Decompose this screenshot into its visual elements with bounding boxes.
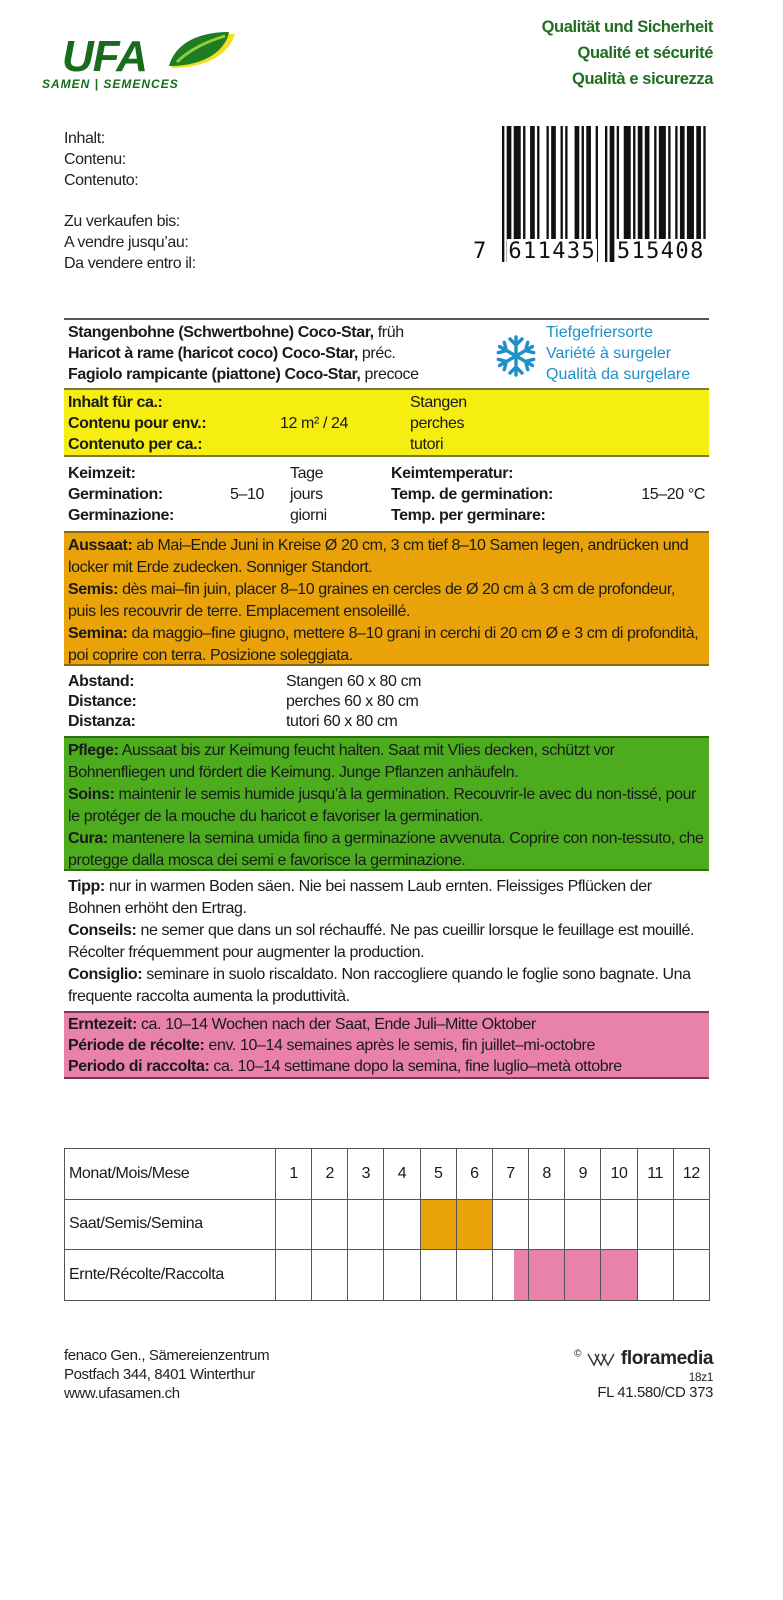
- month-12: 12: [673, 1149, 709, 1200]
- sell-by-label-it: Da vendere entro il:: [64, 255, 196, 272]
- content-label-de: Inhalt:: [64, 130, 105, 147]
- harvest-fr: Période de récolte: env. 10–14 semaines après le semis, fin juillet–mi-octobre: [68, 1037, 595, 1054]
- snowflake-icon: [494, 334, 538, 378]
- calendar-period-fill: [601, 1250, 636, 1300]
- calendar-row-harvest: [65, 1250, 710, 1301]
- sowing-harvest-calendar: [64, 1148, 710, 1301]
- calendar-period-fill: [421, 1200, 456, 1250]
- website-link[interactable]: www.ufasamen.ch: [64, 1385, 180, 1402]
- divider: [64, 318, 709, 320]
- quantity-unit-fr: perches: [410, 415, 465, 432]
- sell-by-label-de: Zu verkaufen bis:: [64, 213, 180, 230]
- address-line: fenaco Gen., Sämereienzentrum: [64, 1347, 270, 1364]
- germ-temp-label-it: Temp. per germinare:: [391, 507, 546, 524]
- quantity-label-it: Contenuto per ca.:: [68, 436, 203, 453]
- spacing-value-it: tutori 60 x 80 cm: [286, 713, 398, 730]
- product-line: Haricot à rame (haricot coco) Coco-Star, préc.: [68, 345, 396, 362]
- barcode-digits: [472, 239, 712, 264]
- calendar-row-label: Saat/Semis/Semina: [65, 1199, 276, 1250]
- product-code: FL 41.580/CD 373: [597, 1384, 713, 1401]
- spacing-value-fr: perches 60 x 80 cm: [286, 693, 419, 710]
- calendar-row-label: Ernte/Récolte/Raccolta: [65, 1250, 276, 1301]
- month-4: 4: [384, 1149, 420, 1200]
- tip-it: Consiglio: seminare in suolo riscaldato. Non raccogliere quando le foglie sono bagnate. Una frequente raccolta aumenta la produttività.: [68, 966, 691, 1005]
- publisher-address: [64, 1346, 269, 1403]
- logo-wordmark: UFA: [62, 32, 147, 81]
- tips-section: [64, 876, 709, 1008]
- month-1: 1: [276, 1149, 312, 1200]
- quantity-value: 12 m² / 24: [280, 415, 349, 432]
- product-line: Stangenbohne (Schwertbohne) Coco-Star, früh: [68, 324, 404, 341]
- sowing-fr: Semis: dès mai–fin juin, placer 8–10 graines en cercles de Ø 20 cm à 3 cm de profondeur, puis les recouvrir de terre. Emplacement ensoleillé.: [68, 581, 675, 620]
- germ-time-label-de: Keimzeit:: [68, 465, 136, 482]
- quality-de: Qualität und Sicherheit: [541, 18, 713, 36]
- sowing-de: Aussaat: ab Mai–Ende Juni in Kreise Ø 20 cm, 3 cm tief 8–10 Samen legen, andrücken und locker mit Erde zudecken. Sonniger Standort.: [68, 537, 689, 576]
- germ-temp-label-de: Keimtemperatur:: [391, 465, 514, 482]
- quantity-label-fr: Contenu pour env.:: [68, 415, 207, 432]
- care-section: [64, 736, 709, 871]
- calendar-period-fill: [457, 1200, 492, 1250]
- spacing-label-fr: Distance:: [68, 693, 137, 710]
- logo-tagline: SAMEN | SEMENCES: [42, 77, 179, 91]
- month-8: 8: [529, 1149, 565, 1200]
- copyright-mark: ©: [574, 1348, 582, 1360]
- quantity-unit-it: tutori: [410, 436, 444, 453]
- floramedia-credit: [574, 1348, 713, 1402]
- quality-fr: Qualité et sécurité: [577, 44, 713, 62]
- spacing-section: [64, 670, 709, 732]
- floramedia-brand: floramedia: [620, 1348, 713, 1369]
- freeze-label-fr: Variété à surgeler: [546, 345, 672, 362]
- quantity-section: [64, 388, 709, 457]
- care-de: Pflege: Aussaat bis zur Keimung feucht halten. Saat mit Vlies decken, schützt vor Bohnenfliegen und fördert die Keimung. Junge Pflanzen anhäufeln.: [68, 742, 615, 781]
- freeze-label-de: Tiefgefriersorte: [546, 324, 653, 341]
- sowing-it: Semina: da maggio–fine giugno, mettere 8–10 grani in cerchi di 20 cm Ø e 3 cm di profondità, poi coprire con terra. Posizione soleggiata.: [68, 625, 699, 664]
- germination-section: [64, 461, 709, 525]
- calendar-header-row: [65, 1149, 710, 1200]
- harvest-de: Erntezeit: ca. 10–14 Wochen nach der Saat, Ende Juli–Mitte Oktober: [68, 1016, 536, 1033]
- month-2: 2: [312, 1149, 348, 1200]
- quality-claim: [542, 14, 713, 92]
- freeze-label-it: Qualità da surgelare: [546, 366, 691, 383]
- content-label-fr: Contenu:: [64, 151, 126, 168]
- tip-de: Tipp: nur in warmen Boden säen. Nie bei nassem Laub ernten. Fleissiges Pflücken der Bohnen erhöht den Ertrag.: [68, 878, 652, 917]
- germ-unit-fr: jours: [290, 486, 323, 503]
- calendar-period-fill: [514, 1250, 528, 1300]
- month-6: 6: [456, 1149, 492, 1200]
- address-line: Postfach 344, 8401 Winterthur: [64, 1366, 256, 1383]
- month-7: 7: [492, 1149, 528, 1200]
- care-fr: Soins: maintenir le semis humide jusqu’à la germination. Recouvrir-le avec du non-tissé, pour le protéger de la mouche du haricot e favoriser la germination.: [68, 786, 696, 825]
- quality-it: Qualità e sicurezza: [572, 70, 713, 88]
- sowing-section: [64, 531, 709, 666]
- calendar-period-fill: [529, 1250, 564, 1300]
- calendar-period-fill: [565, 1250, 600, 1300]
- ufa-logo: [42, 30, 262, 96]
- version-code: 18z1: [688, 1370, 713, 1384]
- germ-unit-de: Tage: [290, 465, 324, 482]
- harvest-section: [64, 1011, 709, 1079]
- spacing-label-de: Abstand:: [68, 673, 135, 690]
- month-9: 9: [565, 1149, 601, 1200]
- germ-temp-value: 15–20 °C: [641, 486, 705, 503]
- harvest-it: Periodo di raccolta: ca. 10–14 settimane dopo la semina, fine luglio–metà ottobre: [68, 1058, 622, 1075]
- tip-fr: Conseils: ne semer que dans un sol réchauffé. Ne pas cueillir lorsque le feuillage est mouillé. Récolter fréquemment pour augmenter la production.: [68, 922, 695, 961]
- content-label-it: Contenuto:: [64, 172, 139, 189]
- product-line: Fagiolo rampicante (piattone) Coco-Star, precoce: [68, 366, 419, 383]
- sell-by-label-fr: A vendre jusqu’au:: [64, 234, 189, 251]
- calendar-header-label: Monat/Mois/Mese: [65, 1149, 276, 1200]
- leaf-icon: [167, 32, 237, 70]
- month-10: 10: [601, 1149, 637, 1200]
- quantity-unit-de: Stangen: [410, 394, 467, 411]
- month-3: 3: [348, 1149, 384, 1200]
- floramedia-logo-icon: [586, 1351, 616, 1367]
- germ-time-label-fr: Germination:: [68, 486, 163, 503]
- germ-time-value: 5–10: [230, 486, 264, 503]
- germ-time-label-it: Germinazione:: [68, 507, 174, 524]
- spacing-value-de: Stangen 60 x 80 cm: [286, 673, 422, 690]
- barcode-left: 611435: [508, 239, 597, 264]
- calendar-row-sowing: [65, 1199, 710, 1250]
- germ-temp-label-fr: Temp. de germination:: [391, 486, 553, 503]
- germ-unit-it: giorni: [290, 507, 327, 524]
- care-it: Cura: mantenere la semina umida fino a germinazione avvenuta. Coprire con non-tessuto, che protegge dalla mosca dei semi e favorisce la germinazione.: [68, 830, 704, 869]
- quantity-label-de: Inhalt für ca.:: [68, 394, 163, 411]
- content-info: [64, 128, 196, 274]
- barcode: [473, 126, 708, 266]
- barcode-first: 7: [473, 239, 488, 264]
- spacing-label-it: Distanza:: [68, 713, 136, 730]
- month-5: 5: [420, 1149, 456, 1200]
- barcode-right: 515408: [616, 239, 705, 264]
- month-11: 11: [637, 1149, 673, 1200]
